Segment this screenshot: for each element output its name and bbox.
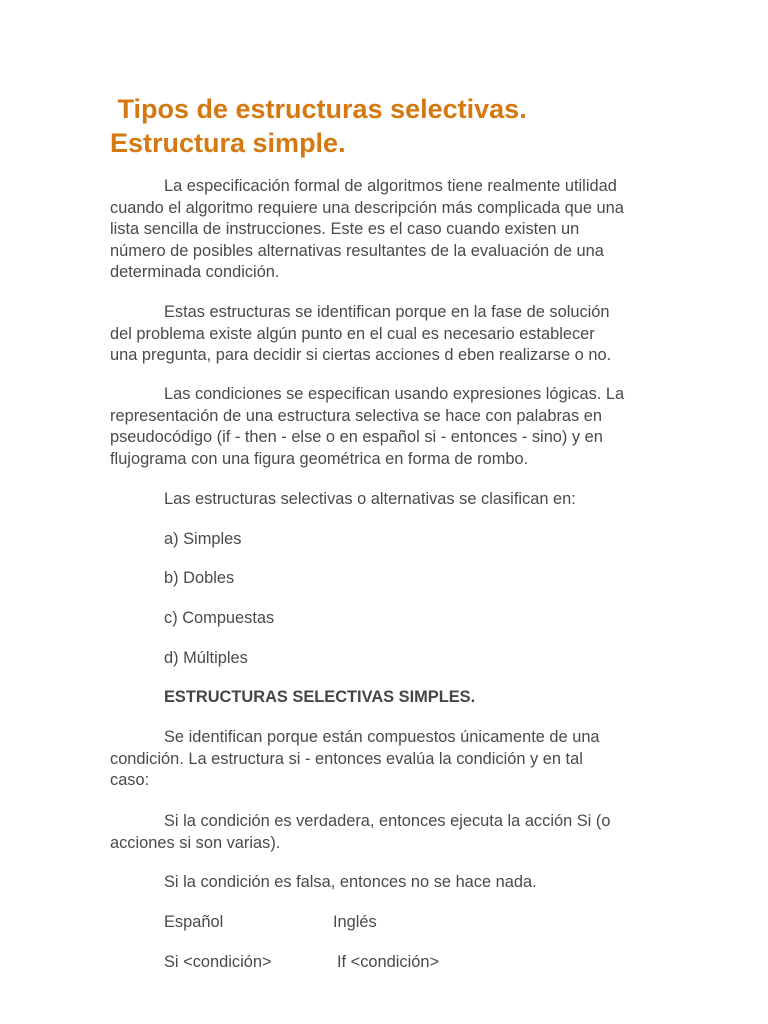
paragraph-5 (110, 727, 670, 792)
text-line: representación de una estructura selectiva se hace con palabras en (110, 406, 603, 425)
text-line: Estas estructuras se identifican porque en la fase de solución (164, 303, 610, 321)
paragraph-4 (110, 489, 670, 511)
document-title (110, 92, 730, 160)
text-line: Se identifican porque están compuestos únicamente de una (164, 728, 600, 746)
paragraph-7 (110, 872, 670, 894)
list-item-c: c) Compuestas (164, 609, 275, 627)
title-line-1: Tipos de estructuras selectivas. (110, 94, 527, 124)
text-line: Si la condición es falsa, entonces no se hace nada. (164, 873, 537, 891)
column-header-english: Inglés (333, 913, 377, 931)
text-line: una pregunta, para decidir si ciertas acciones d eben realizarse o no. (110, 346, 612, 365)
title-line-2: Estructura simple. (110, 128, 346, 158)
row-english-if: If <condición> (337, 953, 440, 971)
text-line: pseudocódigo (if - then - else o en español si - entonces - sino) y en (110, 428, 603, 447)
list-item-a: a) Simples (164, 530, 242, 548)
text-line: condición. La estructura si - entonces evalúa la condición y en tal (110, 749, 583, 768)
text-line: Si la condición es verdadera, entonces ejecuta la acción Si (o (164, 812, 611, 830)
text-line: lista sencilla de instrucciones. Este es el caso cuando existen un (110, 220, 580, 239)
text-line: flujograma con una figura geométrica en forma de rombo. (110, 449, 529, 468)
text-line: Las condiciones se especifican usando expresiones lógicas. La (164, 385, 625, 403)
paragraph-6 (110, 811, 670, 854)
text-line: cuando el algoritmo requiere una descripción más complicada que una (110, 198, 624, 217)
paragraph-3 (110, 384, 670, 470)
text-line: caso: (110, 771, 150, 790)
paragraph-1 (110, 176, 670, 284)
row-spanish-si: Si <condición> (164, 953, 272, 971)
text-line: determinada condición. (110, 263, 280, 282)
text-line: Las estructuras selectivas o alternativas se clasifican en: (164, 490, 576, 508)
paragraph-2 (110, 302, 670, 367)
text-line: La especificación formal de algoritmos tiene realmente utilidad (164, 177, 617, 195)
text-line: número de posibles alternativas resultantes de la evaluación de una (110, 241, 604, 260)
list-item-d: d) Múltiples (164, 649, 248, 667)
section-heading: ESTRUCTURAS SELECTIVAS SIMPLES. (164, 688, 476, 706)
column-header-spanish: Español (164, 913, 224, 931)
list-item-b: b) Dobles (164, 569, 235, 587)
text-line: acciones si son varias). (110, 833, 281, 852)
text-line: del problema existe algún punto en el cual es necesario establecer (110, 324, 595, 343)
